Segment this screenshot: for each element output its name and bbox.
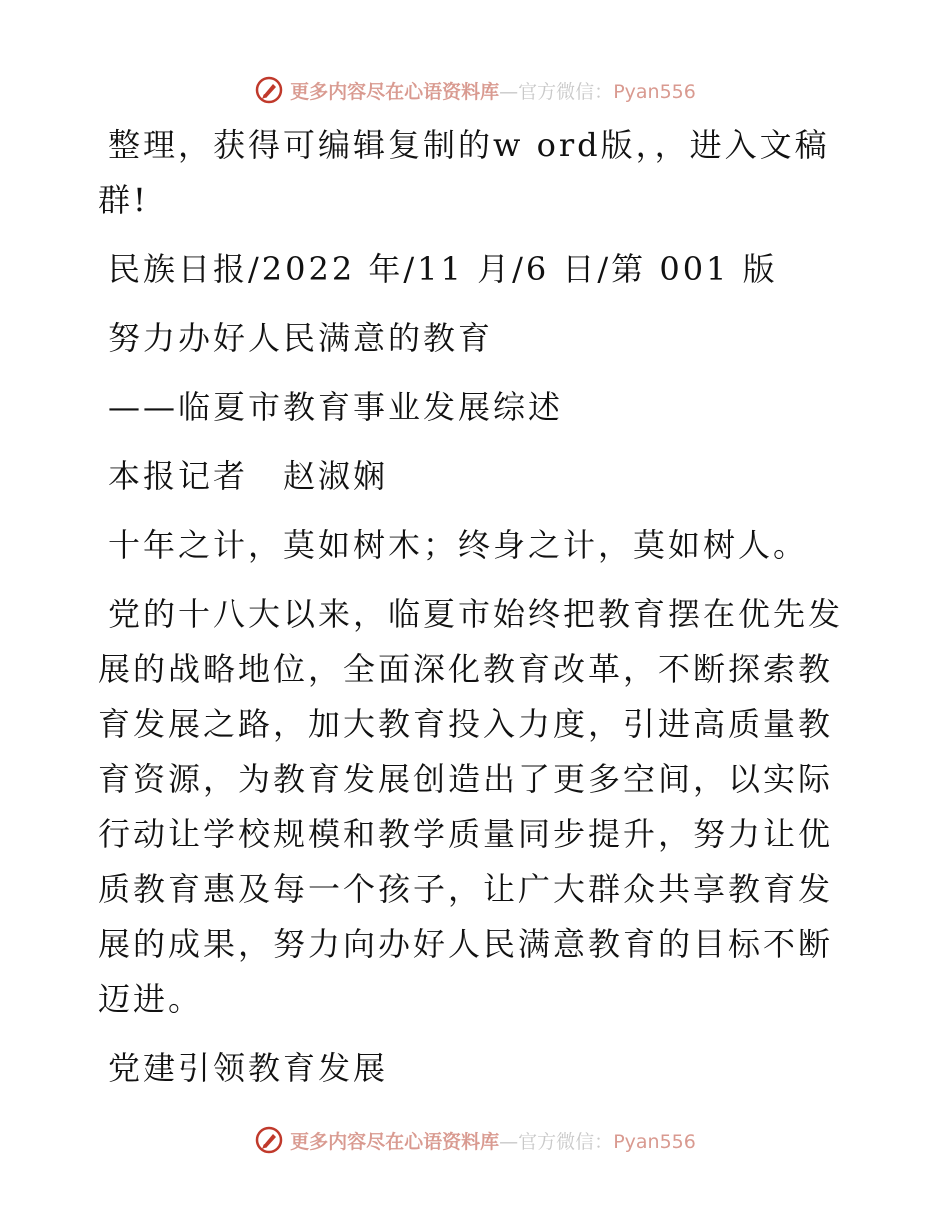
watermark-text: 更多内容尽在心语资料库—官方微信：Pyan556 bbox=[290, 1130, 696, 1153]
watermark-header bbox=[0, 72, 950, 108]
pen-in-circle-icon bbox=[254, 1125, 284, 1155]
article-subtitle: ——临夏市教育事业发展综述 bbox=[108, 388, 564, 426]
watermark-text: 更多内容尽在心语资料库—官方微信：Pyan556 bbox=[290, 80, 696, 103]
pen-in-circle-icon bbox=[254, 75, 284, 105]
source-line: 民族日报/2022 年/11 月/6 日/第 001 版 bbox=[108, 250, 778, 288]
body-paragraph: 党的十八大以来，临夏市始终把教育摆在优先发展的战略地位，全面深化教育改革，不断探索教育发展之路，加大教育投入力度，引进高质量教育资源，为教育发展创造出了更多空间，以实际行动让学校规模和教学质量同步提升，努力让优质教育惠及每一个孩子，让广大群众共享教育发展的成果，努力向办好人民满意教育的目标不断迈进。 bbox=[98, 595, 844, 1018]
intro-paragraph: 整理，获得可编辑复制的w ord版，，进入文稿群! bbox=[98, 126, 830, 219]
opening-quote: 十年之计，莫如树木；终身之计，莫如树人。 bbox=[108, 526, 809, 564]
article-title: 努力办好人民满意的教育 bbox=[108, 319, 494, 357]
byline: 本报记者 赵淑娴 bbox=[108, 457, 389, 495]
section-heading: 党建引领教育发展 bbox=[108, 1049, 389, 1087]
watermark-footer bbox=[0, 1122, 950, 1158]
document-body bbox=[98, 118, 858, 1110]
